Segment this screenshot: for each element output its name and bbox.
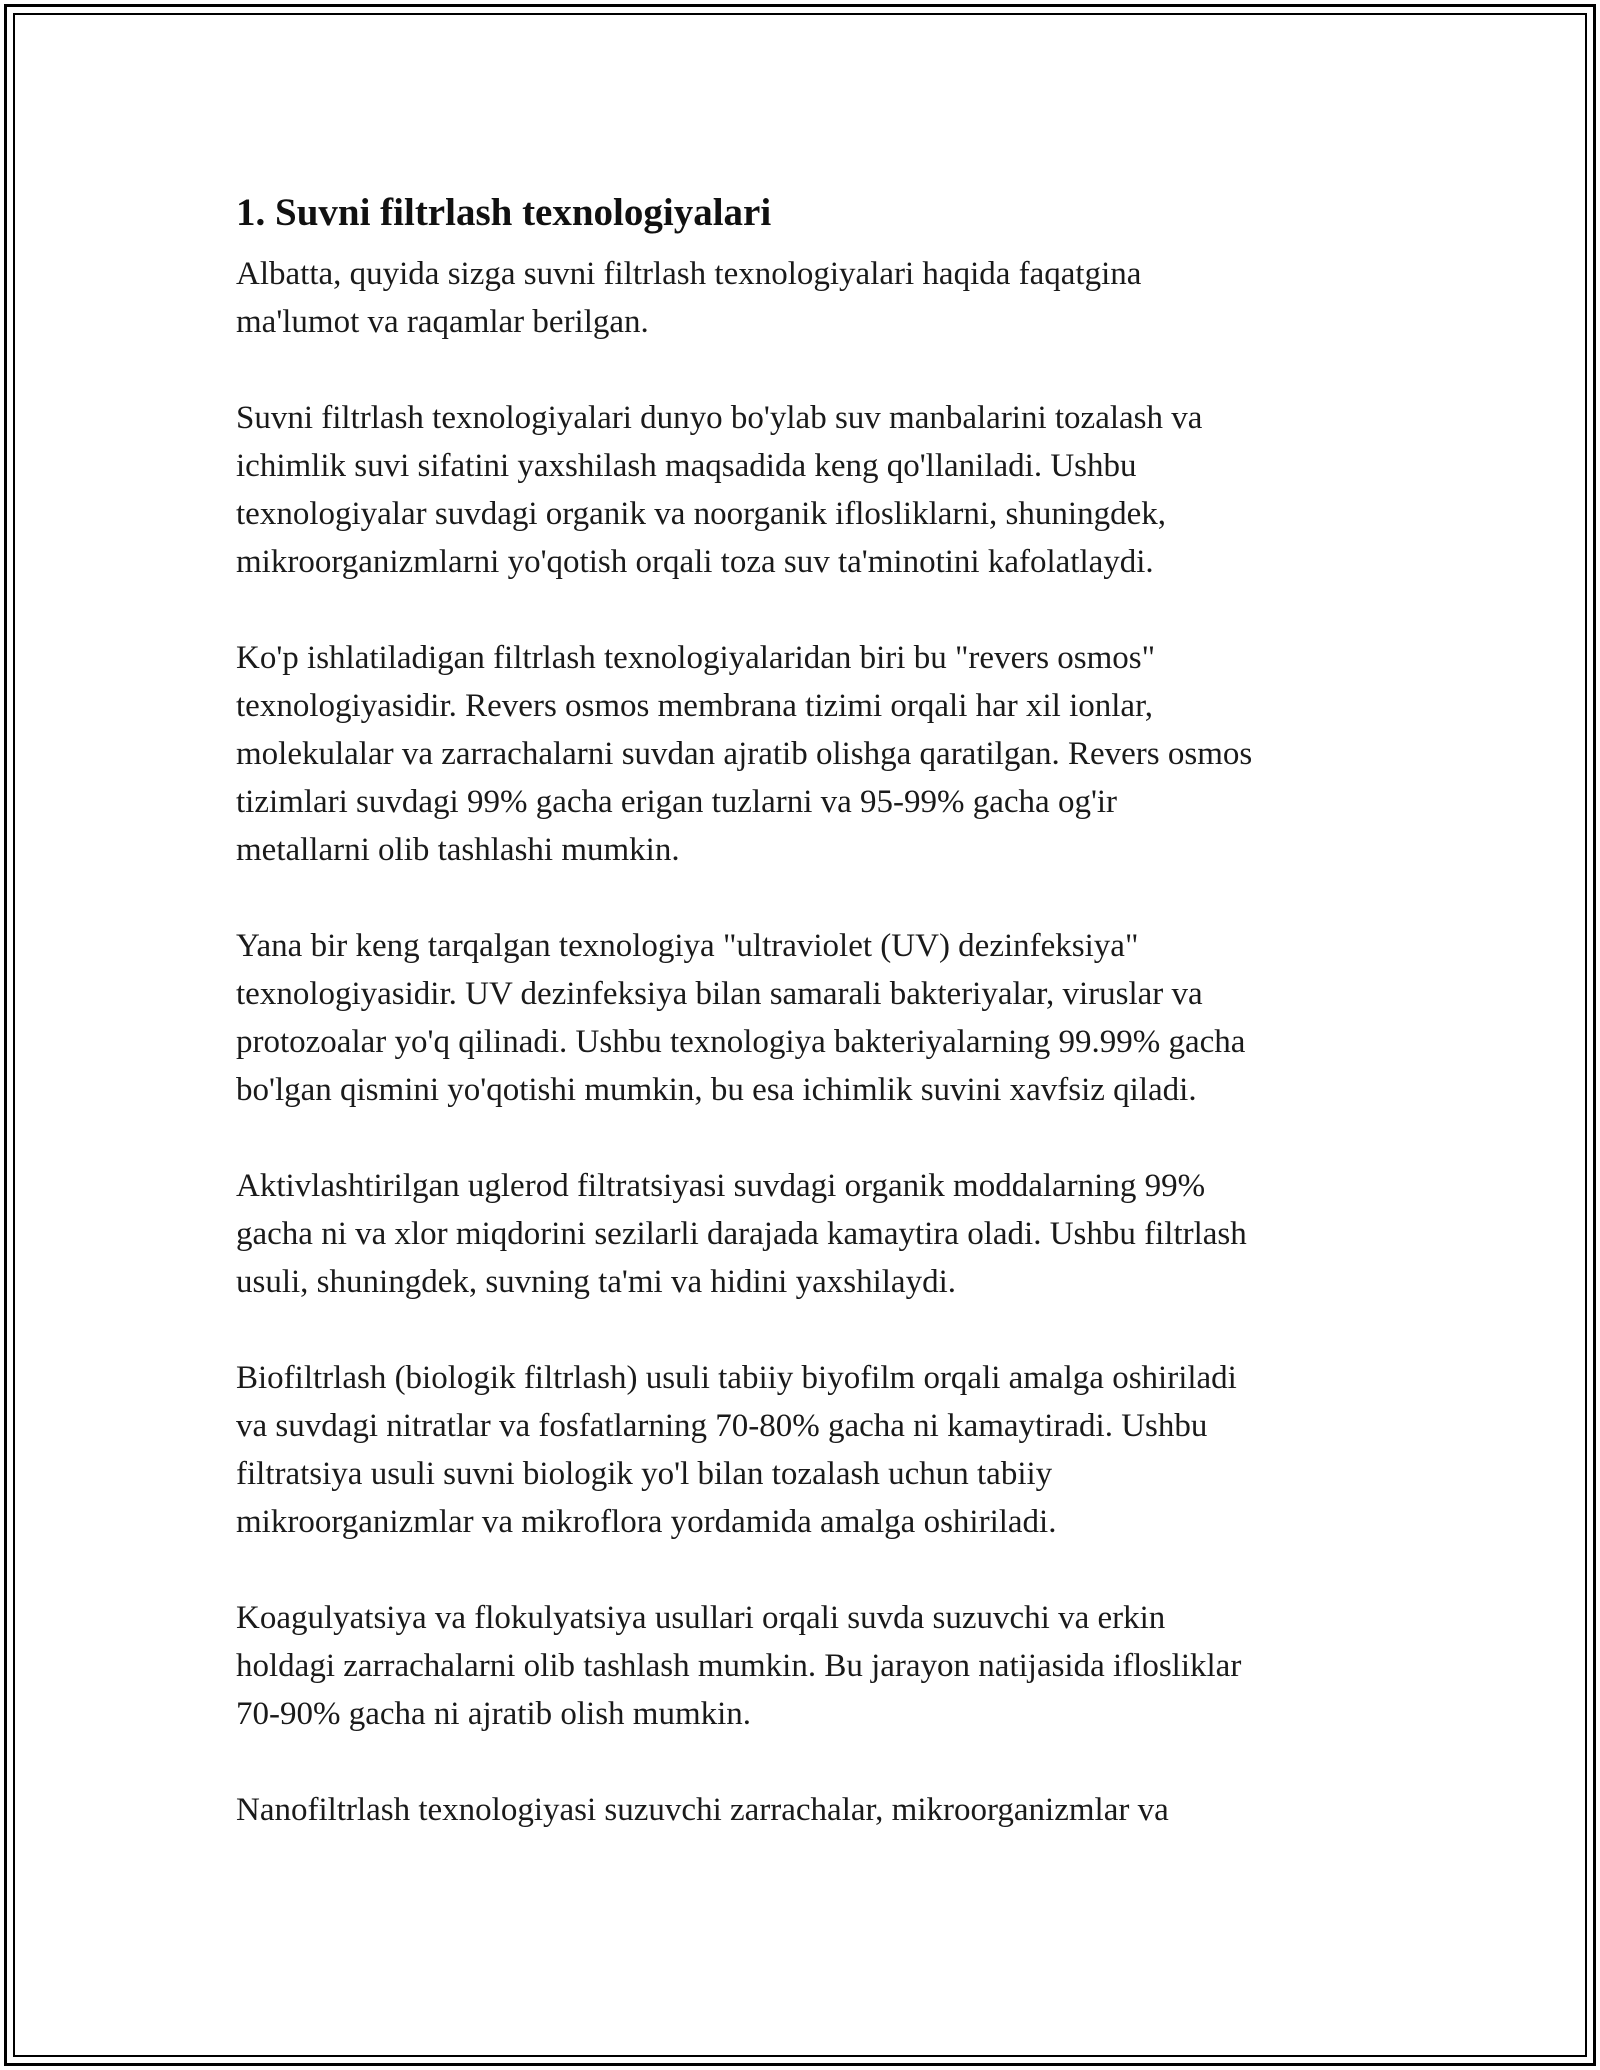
paragraph-uv-disinfection: Yana bir keng tarqalgan texnologiya "ultraviolet (UV) dezinfeksiya" texnologiyasidir. UV dezinfeksiya bilan samarali bakteriyalar, viruslar va protozoalar yo'q qilinadi. Ushbu texnologiya bakteriyalarning 99.99% gacha bo'lgan qismini yo'qotishi mumkin, bu esa ichimlik suvini xavfsiz qiladi.	[236, 928, 1246, 1108]
paragraph-activated-carbon: Aktivlashtirilgan uglerod filtratsiyasi suvdagi organik moddalarning 99% gacha ni va xlor miqdorini sezilarli darajada kamaytira oladi. Ushbu filtrlash usuli, shuningdek, suvning ta'mi va hidini yaxshilaydi.	[236, 1168, 1247, 1300]
document-body	[236, 180, 1386, 1882]
paragraph-biofiltration: Biofiltrlash (biologik filtrlash) usuli tabiiy biyofilm orqali amalga oshiriladi va suvdagi nitratlar va fosfatlarning 70-80% gacha ni kamaytiradi. Ushbu filtratsiya usuli suvni biologik yo'l bilan tozalash uchun tabiiy mikroorganizmlar va mikroflora yordamida amalga oshiriladi.	[236, 1360, 1237, 1540]
paragraph-overview: Suvni filtrlash texnologiyalari dunyo bo'ylab suv manbalarini tozalash va ichimlik suvi sifatini yaxshilash maqsadida keng qo'llaniladi. Ushbu texnologiyalar suvdagi organik va noorganik iflosliklarni, shuningdek, mikroorganizmlarni yo'qotish orqali toza suv ta'minotini kafolatlaydi.	[236, 400, 1203, 580]
document-title: 1. Suvni filtrlash texnologiyalari	[236, 191, 772, 234]
paragraph-reverse-osmosis: Ko'p ishlatiladigan filtrlash texnologiyalaridan biri bu "revers osmos" texnologiyasidir. Revers osmos membrana tizimi orqali har xil ionlar, molekulalar va zarrachalarni suvdan ajratib olishga qaratilgan. Revers osmos tizimlari suvdagi 99% gacha erigan tuzlarni va 95-99% gacha og'ir metallarni olib tashlashi mumkin.	[236, 640, 1253, 868]
paragraph-intro: Albatta, quyida sizga suvni filtrlash texnologiyalari haqida faqatgina ma'lumot va raqamlar berilgan.	[236, 256, 1142, 340]
paragraph-coagulation: Koagulyatsiya va flokulyatsiya usullari orqali suvda suzuvchi va erkin holdagi zarrachalarni olib tashlash mumkin. Bu jarayon natijasida iflosliklar 70-90% gacha ni ajratib olish mumkin.	[236, 1600, 1242, 1732]
paragraph-nanofiltration: Nanofiltrlash texnologiyasi suzuvchi zarrachalar, mikroorganizmlar va	[236, 1792, 1169, 1828]
